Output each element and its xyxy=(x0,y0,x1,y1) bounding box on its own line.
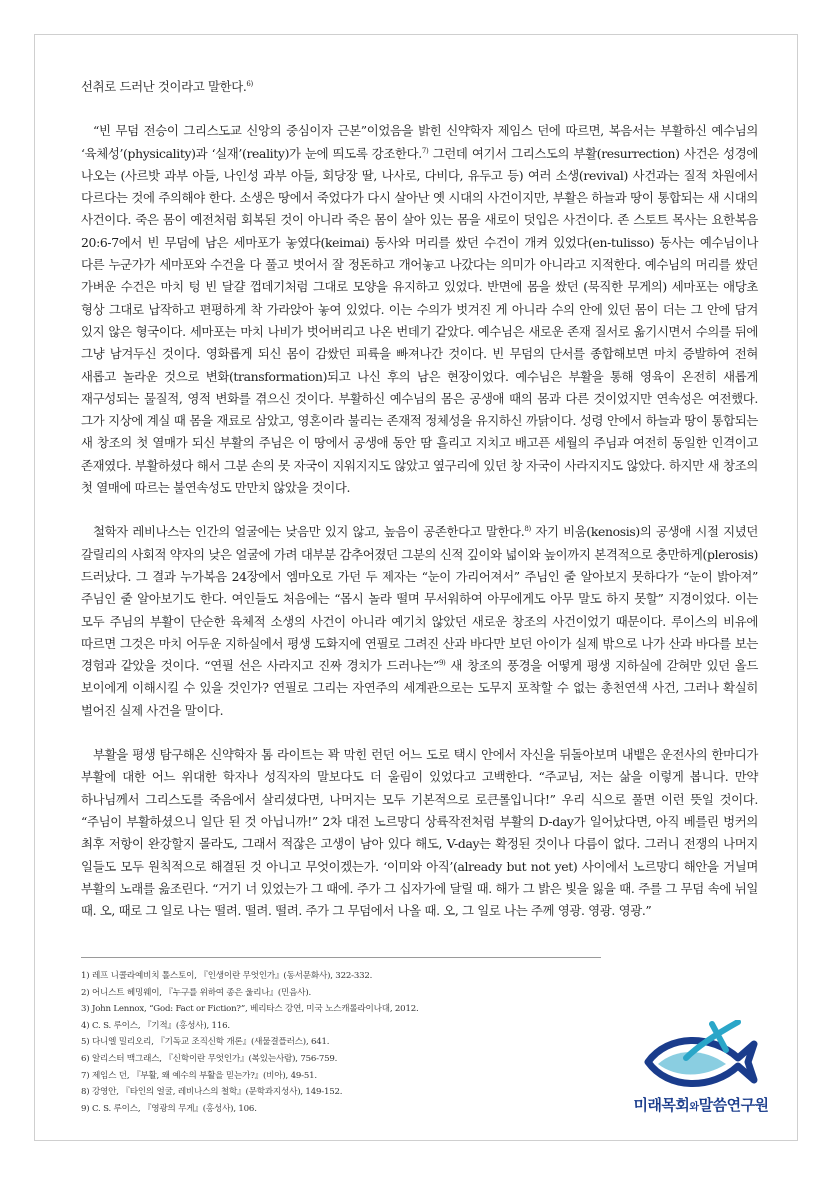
paragraph-wright: 부활을 평생 탐구해온 신약학자 톰 라이트는 꽉 막힌 런던 어느 도로 택시 안에서 자신을 뒤돌아보며 내뱉은 운전사의 한마디가 부활에 대한 어느 위대한 학자나 성직자의 말보다도 더 울림이 있었다고 고백한다. “주교님, 저는 삶을 이렇게 봅니다. 만약 하나님께서 그리스도를 죽음에서 살리셨다면, 나머지는 모두 기본적으로 로큰롤입니다!” 우리 식으로 풀면 이런 뜻일 것이다. “주님이 부활하셨으니 일단 된 것 아닙니까!” 2차 대전 노르망디 상륙작전처럼 부활의 D-day가 일어났다면, 아직 베를린 벙커의 최후 저항이 완강할지 몰라도, 그래서 적잖은 고생이 남아 있다 해도, V-day는 확정된 것이나 다름이 없다. 그러니 전쟁의 나머지 일들도 모두 원칙적으로 해결된 것 아니고 무엇이겠는가. ‘이미와 아직’(already but not yet) 사이에서 노르망디 해안을 거닐며 부활의 노래를 읊조린다. “거기 너 있었는가 그 때에. 주가 그 십자가에 달릴 때. 해가 그 밝은 빛을 잃을 때. 주를 그 무덤 속에 뉘일 때. 오, 때로 그 일로 나는 떨려. 떨려. 떨려. 주가 그 무덤에서 나올 때. 오, 그 일로 나는 주께 영광. 영광. 영광.” xyxy=(81,747,758,919)
footnote-item: 5) 다니엘 밀리오리, 『기독교 조직신학 개론』(새물결플러스), 641. xyxy=(81,1037,330,1048)
footnote-item: 6) 알리스터 맥그래스, 『신학이란 무엇인가』(복있는사람), 756-759. xyxy=(81,1053,338,1064)
paragraph-intro: 선취로 드러난 것이라고 말한다.$^{6)}$ xyxy=(81,79,253,94)
footnote-ref: 6) xyxy=(246,79,253,88)
publisher-logo xyxy=(630,1020,772,1115)
article-body xyxy=(81,76,758,944)
footnote-item: 1) 레프 니콜라예비치 톨스토이, 『인생이란 무엇인가』(동서문화사), 322-332. xyxy=(81,971,373,981)
footnote-item: 3) John Lennox, “God: Fact or Fiction?”, 베리타스 강연, 미국 노스캐롤라이나대, 2012. xyxy=(81,1004,419,1015)
footnote-item: 2) 어니스트 헤밍웨이, 『누구를 위하여 종은 울리나』(민음사). xyxy=(81,987,312,998)
paragraph-empty-tomb: “빈 무덤 전승이 그리스도교 신앙의 중심이자 근본”이었음을 밝힌 신약학자 제임스 던에 따르면, 복음서는 부활하신 예수님의 ‘육체성’(physicality)과 ‘실재’(reality)가 눈에 띄도록 강조한다.$^{7)}$ 그런데 여기서 그리스도의 부활(resurrection) 사건은 성경에 나오는 (사르밧 과부 아들, 나인성 과부 아들, 회당장 딸, 나사로, 다비다, 유두고 등) 여러 소생(revival) 사건과는 질적 차원에서 다르다는 것에 주의해야 한다. 소생은 땅에서 죽었다가 다시 살아난 옛 시대의 사건이지만, 부활은 하늘과 땅이 통합되는 새 시대의 사건이다. 죽은 몸이 예전처럼 회복된 것이 아니라 죽은 몸이 살아 있는 몸을 새로이 덧입은 사건이다. 존 스토트 목사는 요한복음 20:6-7에서 빈 무덤에 남은 세마포가 놓였다(keimai) 동사와 머리를 쌌던 수건이 개켜 있었다(en-tulisso) 동사는 예수님이나 다른 누군가가 세마포와 수건을 다 풀고 벗어서 잘 정돈하고 개어놓고 나갔다는 의미가 아니라고 지적한다. 예수님의 머리를 쌌던 가벼운 수건은 마치 텅 빈 달걀 껍데기처럼 그대로 모양을 유지하고 있었다. 반면에 몸을 쌌던 (묵직한 무게의) 세마포는 애당초 형상 그대로 납작하고 편평하게 착 가라앉아 놓여 있었다. 이는 수의가 벗겨진 게 아니라 수의 안에 있던 몸이 더는 그 안에 담겨 있지 않은 형국이다. 세마포는 마치 나비가 벗어버리고 나온 번데기 같았다. 예수님은 새로운 존재 질서로 옮기시면서 수의를 뒤에 그냥 남겨두신 것이다. 영화롭게 되신 몸이 감쌌던 피륙을 빠져나간 것이다. 빈 무덤의 단서를 종합해보면 마치 증발하여 전혀 새롭고 놀라운 것으로 변화(transformation)되고 나신 후의 남은 현장이었다. 예수님은 부활을 통해 영육이 온전히 새롭게 재구성되는 물질적, 영적 변화를 겪으신 것이다. 부활하신 예수님의 몸은 공생애 때의 몸과 다른 것이었지만 연속성은 여전했다. 그가 지상에 계실 때 몸을 재료로 삼았고, 영혼이라 불리는 존재적 정체성을 유지하신 까닭이다. 성령 안에서 하늘과 땅이 통합되는 새 창조의 첫 열매가 되신 부활의 주님은 이 땅에서 공생애 동안 땀 흘리고 지치고 배고픈 세월의 주님과 여전히 동일한 인격이고 존재였다. 부활하셨다 해서 그분 손의 못 자국이 지워지지도 않았고 옆구리에 있던 창 자국이 사라지지도 않았다. 하지만 새 창조의 첫 열매에 따르는 불연속성도 만만치 않았을 것이다. xyxy=(81,123,758,496)
footnote-item: 7) 제임스 던, 『부활, 왜 예수의 부활을 믿는가?』(비아), 49-51. xyxy=(81,1070,317,1081)
footnotes xyxy=(81,957,601,1117)
paragraph-levinas: 철학자 레비나스는 인간의 얼굴에는 낮음만 있지 않고, 높음이 공존한다고 말한다.$^{8)}$ 자기 비움(kenosis)의 공생애 시절 지녔던 갈릴리의 사회적 약자의 낮은 얼굴에 가려 대부분 감추어졌던 그분의 신적 깊이와 넓이와 높이까지 본격적으로 충만하게(plerosis) 드러났다. 그 결과 누가복음 24장에서 엠마오로 가던 두 제자는 “눈이 가리어져서” 주님인 줄 알아보지 못하다가 “눈이 밝아져” 주님인 줄 알아보기도 한다. 여인들도 처음에는 “몹시 놀라 떨며 무서워하여 아무에게도 아무 말도 하지 못할” 지경이었다. 이는 모두 주님의 부활이 단순한 육체적 소생의 사건이 아니라 예기치 않았던 새로운 창조의 사건이었기 때문이다. 루이스의 비유에 따르면 그것은 마치 어두운 지하실에서 평생 도화지에 연필로 그려진 산과 바다만 보던 아이가 실제 밖으로 나가 산과 바다를 보는 경험과 같았을 것이다. “연필 선은 사라지고 진짜 경치가 드러나는”$^{9)}$ 새 창조의 풍경을 어떻게 평생 지하실에 갇혀만 있던 올드 보이에게 이해시킬 수 있을 것인가? 연필로 그리는 자연주의 세계관으로는 도무지 포착할 수 없는 총천연색 사건, 그러나 확실히 벌어진 실제 사건을 말이다. xyxy=(81,524,759,718)
fish-cross-icon xyxy=(642,1020,760,1092)
footnote-item: 4) C. S. 루이스, 『기적』(홍성사), 116. xyxy=(81,1020,230,1031)
footnote-item: 9) C. S. 루이스, 『영광의 무게』(홍성사), 106. xyxy=(81,1103,257,1114)
footnote-ref: 8) xyxy=(524,525,531,534)
footnote-ref: 7) xyxy=(421,146,429,155)
footnote-ref: 9) xyxy=(438,659,446,667)
footnote-item: 8) 강영안, 『타인의 얼굴, 레비나스의 철학』(문학과지성사), 149-152. xyxy=(81,1087,343,1098)
publisher-name: 미래목회와말씀연구원 xyxy=(633,1096,769,1114)
